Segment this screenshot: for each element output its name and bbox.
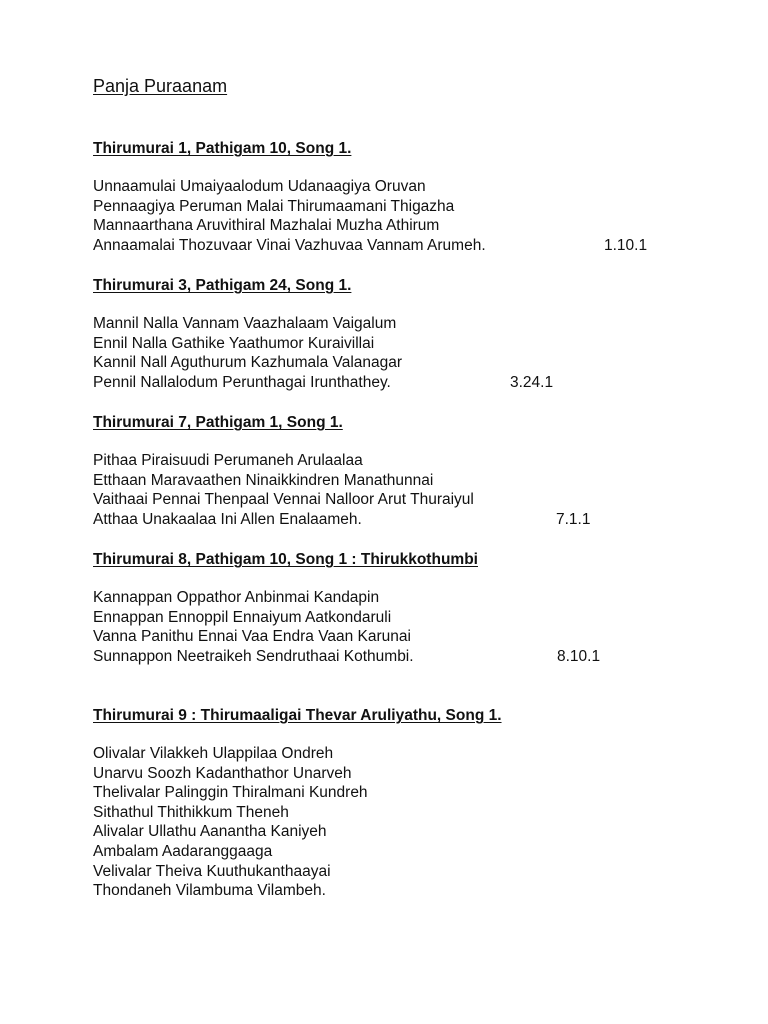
verse-line: Unnaamulai Umaiyaalodum Udanaagiya Oruvan: [93, 178, 426, 195]
verse-lines: [93, 588, 713, 666]
verse-section: [93, 550, 713, 666]
verse-line: Velivalar Theiva Kuuthukanthaayai: [93, 862, 331, 880]
verse-line: Etthaan Maravaathen Ninaikkindren Manathunnai: [93, 471, 434, 489]
verse-line: Vanna Panithu Ennai Vaa Endra Vaan Karunai: [93, 628, 411, 646]
verse-lines: [93, 744, 713, 901]
verse-line: Unarvu Soozh Kadanthathor Unarveh: [93, 764, 352, 782]
verse-line: Sunnappon Neetraikeh Sendruthaai Kothumbi.: [93, 647, 414, 665]
verse-section: [93, 413, 713, 529]
document-title: Panja Puraanam: [93, 76, 228, 96]
verse-line: Sithathul Thithikkum Theneh: [93, 803, 289, 821]
verse-line: Thondaneh Vilambuma Vilambeh.: [93, 882, 326, 900]
section-heading: Thirumurai 3, Pathigam 24, Song 1.: [93, 277, 352, 294]
verse-section: [93, 276, 713, 392]
verse-reference: 1.10.1: [604, 236, 648, 254]
verse-line-last: [93, 510, 713, 530]
verse-line: Mannaarthana Aruvithiral Mazhalai Muzha Athirum: [93, 217, 440, 235]
verse-line: Vaithaai Pennai Thenpaal Vennai Nalloor Arut Thuraiyul: [93, 491, 474, 509]
verse-lines: [93, 314, 713, 392]
verse-line: Olivalar Vilakkeh Ulappilaa Ondreh: [93, 745, 334, 762]
verse-line: Ambalam Aadaranggaaga: [93, 842, 273, 860]
verse-line: Ennil Nalla Gathike Yaathumor Kuraivillai: [93, 334, 375, 352]
verse-lines: [93, 451, 713, 529]
verse-line: Thelivalar Palinggin Thiralmani Kundreh: [93, 784, 368, 802]
verse-section: [93, 706, 713, 901]
verse-line: Kannil Nall Aguthurum Kazhumala Valanagar: [93, 354, 403, 372]
verse-line: Mannil Nalla Vannam Vaazhalaam Vaigalum: [93, 315, 397, 332]
section-heading: Thirumurai 7, Pathigam 1, Song 1.: [93, 414, 343, 431]
verse-line: Alivalar Ullathu Aanantha Kaniyeh: [93, 823, 327, 841]
section-heading: Thirumurai 8, Pathigam 10, Song 1 : Thirukkothumbi: [93, 551, 478, 568]
verse-lines: [93, 177, 713, 255]
verse-line: Pithaa Piraisuudi Perumaneh Arulaalaa: [93, 452, 363, 469]
verse-section: [93, 139, 713, 255]
section-heading: Thirumurai 9 : Thirumaaligai Thevar Aruliyathu, Song 1.: [93, 707, 502, 724]
verse-reference: 7.1.1: [556, 510, 591, 528]
verse-line: Pennil Nallalodum Perunthagai Irunthathey.: [93, 373, 391, 391]
section-heading: Thirumurai 1, Pathigam 10, Song 1.: [93, 140, 352, 157]
verse-line: Kannappan Oppathor Anbinmai Kandapin: [93, 589, 380, 606]
verse-line: Annaamalai Thozuvaar Vinai Vazhuvaa Vannam Arumeh.: [93, 236, 486, 254]
verse-line: Pennaagiya Peruman Malai Thirumaamani Thigazha: [93, 197, 455, 215]
verse-line: Ennappan Ennoppil Ennaiyum Aatkondaruli: [93, 608, 392, 626]
verse-line-last: [93, 647, 713, 667]
verse-line-last: [93, 236, 713, 256]
verse-reference: 8.10.1: [557, 647, 601, 665]
verse-reference: 3.24.1: [510, 373, 554, 391]
verse-line-last: [93, 373, 713, 393]
verse-line: Atthaa Unakaalaa Ini Allen Enalaameh.: [93, 510, 362, 528]
